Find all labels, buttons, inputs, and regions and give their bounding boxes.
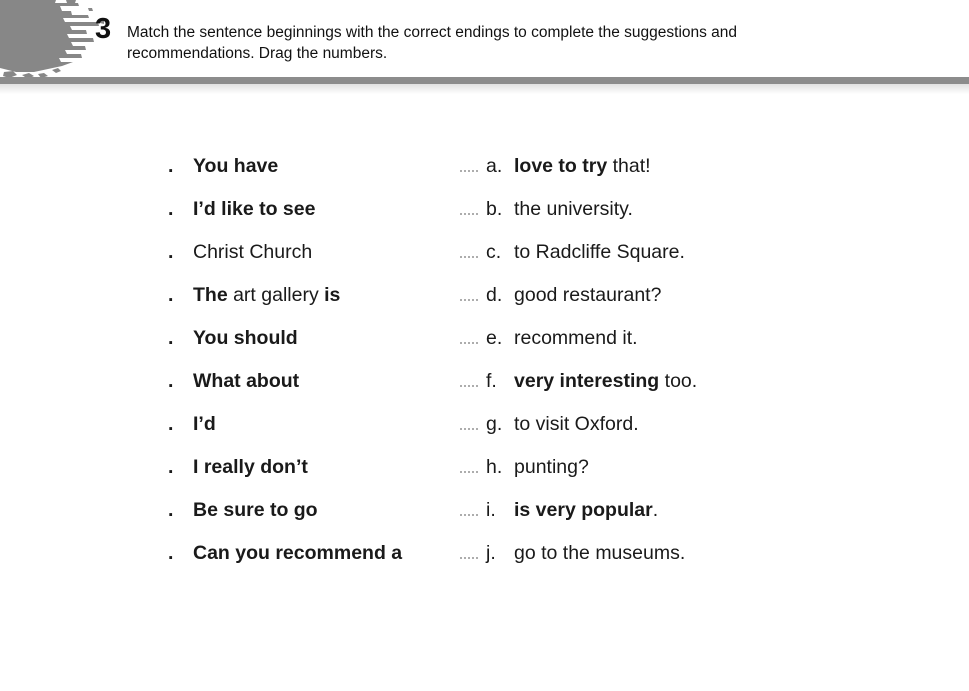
dotted-answer-line[interactable] bbox=[460, 385, 478, 387]
text-segment: to Radcliffe Square. bbox=[514, 241, 685, 263]
sentence-ending bbox=[514, 188, 633, 231]
ending-letter: b. bbox=[486, 198, 503, 220]
number-drop-slot[interactable]: . bbox=[168, 198, 174, 220]
sentence-beginning bbox=[193, 145, 278, 188]
text-segment-bold: Be sure to go bbox=[193, 499, 318, 521]
ending-letter: f. bbox=[486, 370, 497, 392]
dotted-answer-line[interactable] bbox=[460, 213, 478, 215]
number-drop-slot[interactable]: . bbox=[168, 155, 174, 177]
sentence-beginning bbox=[193, 446, 308, 489]
number-drop-slot[interactable]: . bbox=[168, 413, 174, 435]
text-segment: to visit Oxford. bbox=[514, 413, 639, 435]
ending-letter: g. bbox=[486, 413, 503, 435]
instructions-text: Match the sentence beginnings with the correct endings to complete the suggestions and recommendations. Drag the numbers. bbox=[127, 24, 738, 62]
number-drop-slot[interactable]: . bbox=[168, 456, 174, 478]
sentence-beginning bbox=[193, 188, 315, 231]
dotted-answer-line[interactable] bbox=[460, 428, 478, 430]
header-divider-shadow bbox=[0, 84, 969, 94]
sentence-beginning bbox=[193, 360, 299, 403]
matching-exercise bbox=[0, 145, 969, 575]
ending-letter: a. bbox=[486, 155, 503, 177]
text-segment: too. bbox=[659, 370, 698, 392]
number-drop-slot[interactable]: . bbox=[168, 370, 174, 392]
text-segment-bold: love to try bbox=[514, 155, 608, 177]
text-segment: Christ Church bbox=[193, 241, 313, 263]
sentence-ending bbox=[514, 532, 685, 575]
text-segment: recommend it. bbox=[514, 327, 638, 349]
match-row bbox=[0, 360, 969, 403]
sentence-beginning bbox=[193, 274, 340, 317]
sentence-ending bbox=[514, 489, 658, 532]
text-segment-bold: I really don’t bbox=[193, 456, 308, 478]
text-segment-bold: You have bbox=[193, 155, 279, 177]
text-segment-bold: Can you recommend a bbox=[193, 542, 403, 564]
dotted-answer-line[interactable] bbox=[460, 256, 478, 258]
text-segment-bold: I’d like to see bbox=[193, 198, 316, 220]
text-segment: that! bbox=[607, 155, 651, 177]
ending-letter: c. bbox=[486, 241, 502, 263]
text-segment: punting? bbox=[514, 456, 589, 478]
exercise-number: 3 bbox=[95, 13, 111, 45]
text-segment: the university. bbox=[514, 198, 633, 220]
sentence-beginning bbox=[193, 532, 402, 575]
sentence-beginning bbox=[193, 403, 216, 446]
exercise-header bbox=[0, 0, 969, 77]
dotted-answer-line[interactable] bbox=[460, 170, 478, 172]
ending-letter: e. bbox=[486, 327, 503, 349]
text-segment-bold: is very popular bbox=[514, 499, 653, 521]
dotted-answer-line[interactable] bbox=[460, 471, 478, 473]
dotted-answer-line[interactable] bbox=[460, 342, 478, 344]
sentence-beginning bbox=[193, 317, 298, 360]
number-drop-slot[interactable]: . bbox=[168, 499, 174, 521]
dotted-answer-line[interactable] bbox=[460, 557, 478, 559]
text-segment: good restaurant? bbox=[514, 284, 662, 306]
match-row bbox=[0, 532, 969, 575]
match-row bbox=[0, 274, 969, 317]
sentence-ending bbox=[514, 403, 639, 446]
sentence-ending bbox=[514, 446, 589, 489]
text-segment: go to the museums. bbox=[514, 542, 686, 564]
sentence-ending bbox=[514, 317, 638, 360]
match-row bbox=[0, 145, 969, 188]
text-segment-bold: The bbox=[193, 284, 228, 306]
text-segment: . bbox=[652, 499, 659, 521]
dotted-answer-line[interactable] bbox=[460, 514, 478, 516]
match-row bbox=[0, 231, 969, 274]
match-row bbox=[0, 317, 969, 360]
ending-letter: j. bbox=[486, 542, 496, 564]
text-segment-bold: You should bbox=[193, 327, 298, 349]
sentence-ending bbox=[514, 231, 685, 274]
number-drop-slot[interactable]: . bbox=[168, 241, 174, 263]
text-segment-bold: I’d bbox=[193, 413, 216, 435]
match-row bbox=[0, 403, 969, 446]
text-segment-bold: very interesting bbox=[514, 370, 660, 392]
number-drop-slot[interactable]: . bbox=[168, 327, 174, 349]
sentence-beginning bbox=[193, 489, 318, 532]
sentence-ending bbox=[514, 145, 651, 188]
header-divider-bar bbox=[0, 77, 969, 84]
ending-letter: i. bbox=[486, 499, 496, 521]
match-row bbox=[0, 489, 969, 532]
dotted-answer-line[interactable] bbox=[460, 299, 478, 301]
number-drop-slot[interactable]: . bbox=[168, 542, 174, 564]
text-segment-bold: What about bbox=[193, 370, 300, 392]
sentence-ending bbox=[514, 360, 697, 403]
sentence-beginning bbox=[193, 231, 312, 274]
text-segment-bold: is bbox=[324, 284, 341, 306]
number-drop-slot[interactable]: . bbox=[168, 284, 174, 306]
ending-letter: h. bbox=[486, 456, 503, 478]
match-row bbox=[0, 188, 969, 231]
text-segment: art gallery bbox=[227, 284, 325, 306]
sentence-ending bbox=[514, 274, 661, 317]
match-row bbox=[0, 446, 969, 489]
ending-letter: d. bbox=[486, 284, 503, 306]
